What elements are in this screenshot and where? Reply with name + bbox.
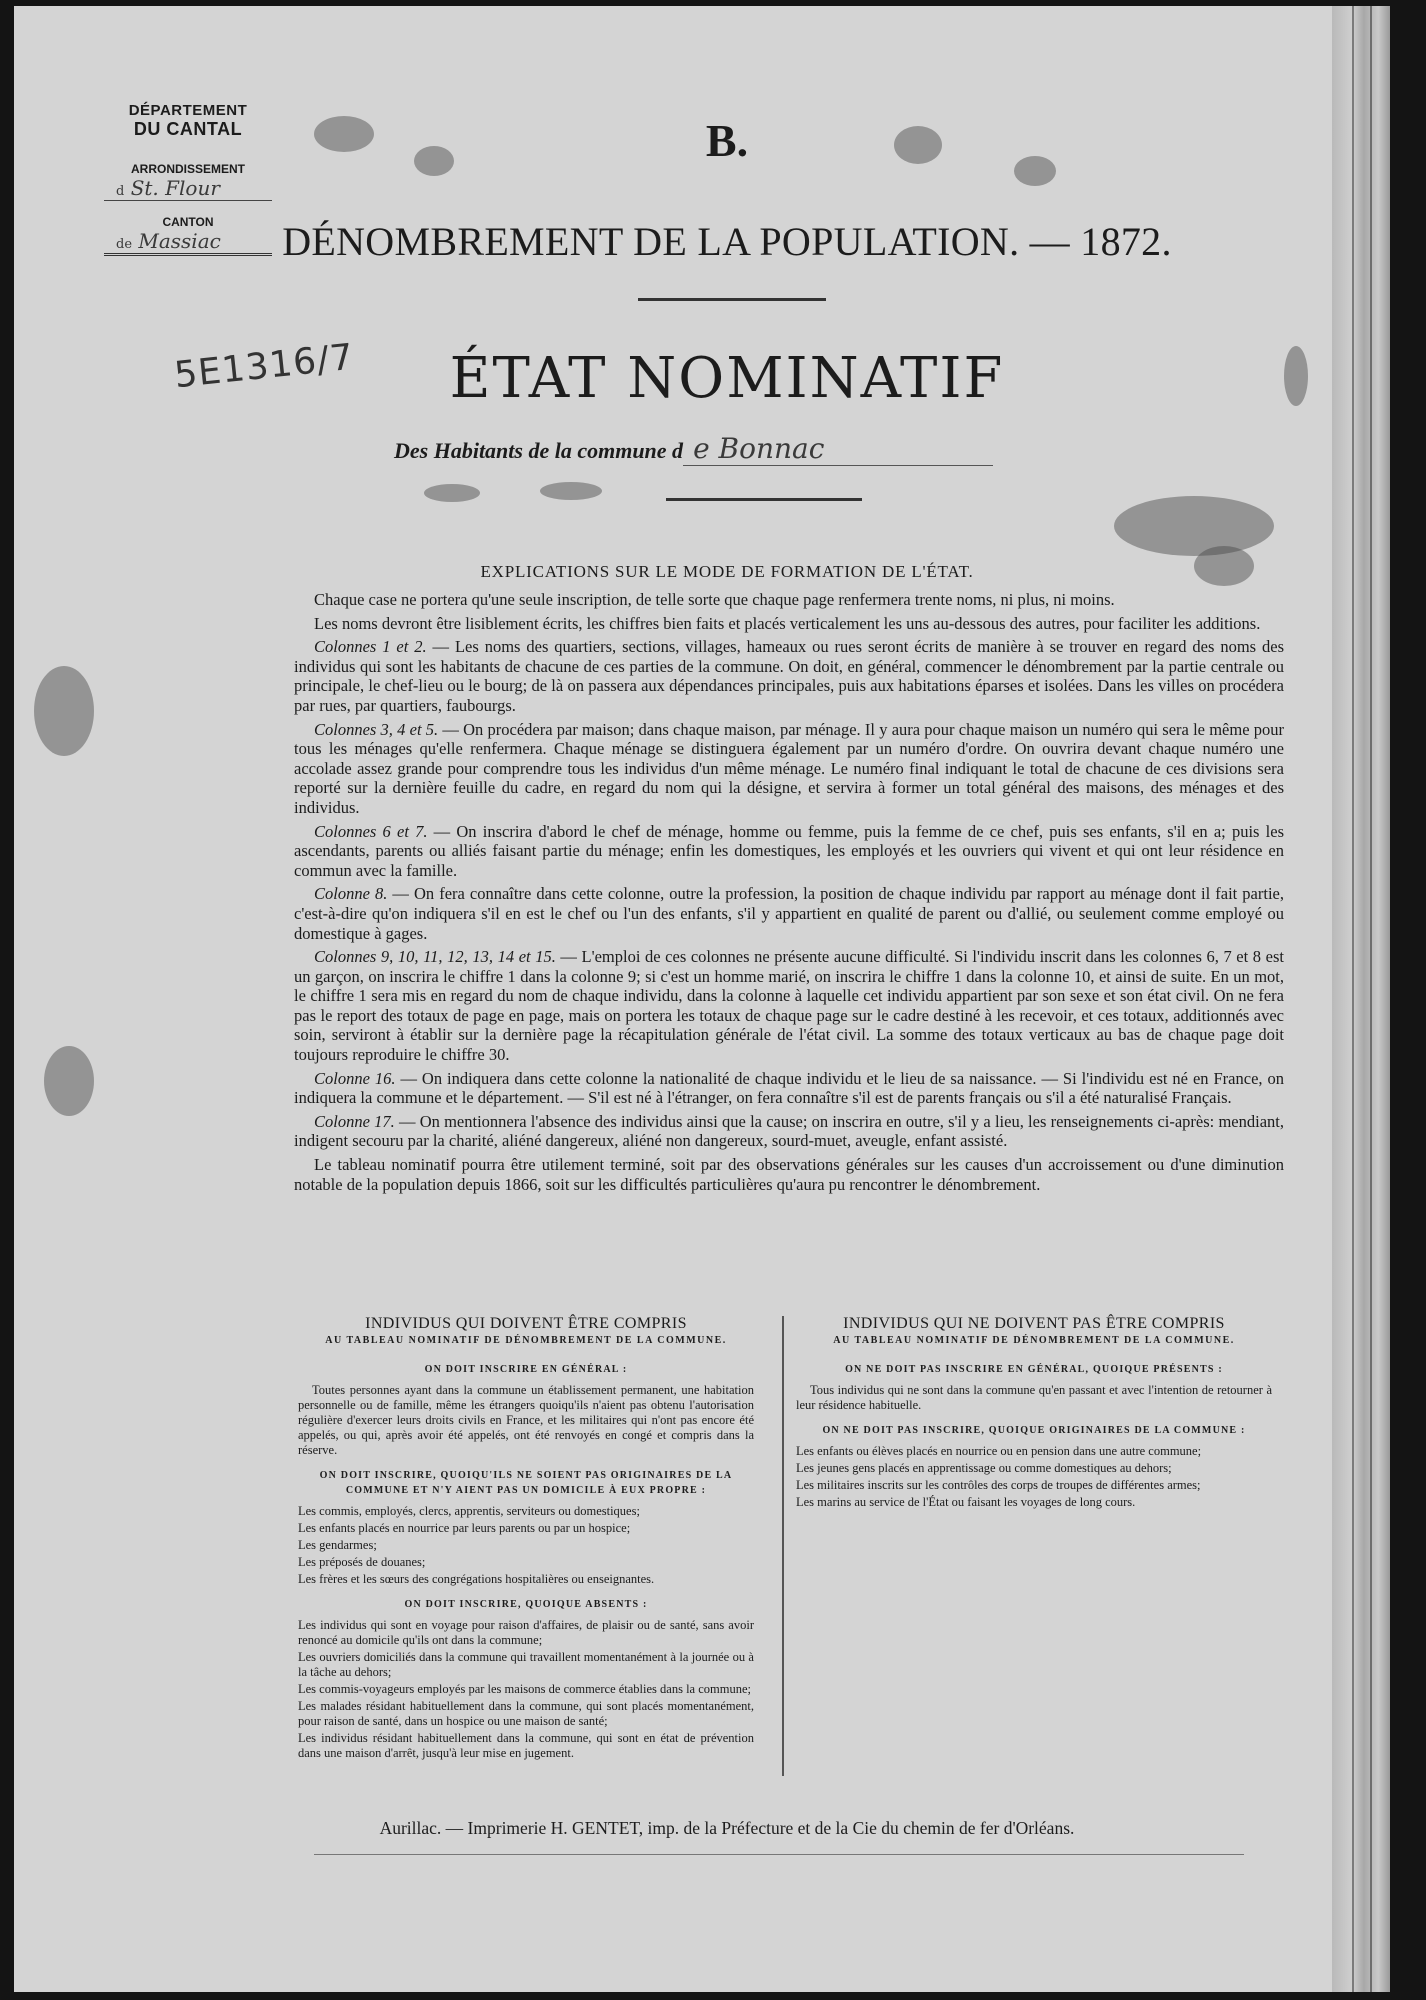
list-item: Les individus qui sont en voyage pour raison d'affaires, de plaisir ou de santé, sans avoir renoncé au domicile qu'ils ont dans la commune;: [298, 1618, 754, 1647]
ink-stain: [424, 484, 480, 502]
included-general-text: Toutes personnes ayant dans la commune un établissement permanent, une habitation personnelle ou de famille, même les étrangers quoiqu'ils n'aient pas obtenu l'autorisation régulière d'exercer leurs droits civils en France, et les militaires qui n'ont pas encore été appelés, ou qui, après avoir été appelés, ont été renvoyés en congé et compris dans la réserve.: [298, 1383, 754, 1457]
explanation-paragraph: [294, 1112, 1284, 1151]
ink-stain: [44, 1046, 94, 1116]
page-stack-line: [1352, 6, 1354, 1992]
column-ref: Colonne 8.: [314, 884, 388, 904]
included-absents-heading: ON DOIT INSCRIRE, QUOIQUE ABSENTS :: [404, 1599, 648, 1610]
list-item: Les enfants placés en nourrice par leurs parents ou par un hospice;: [298, 1521, 631, 1535]
explanation-paragraph: Chaque case ne portera qu'une seule inscription, de telle sorte que chaque page renfermera trente noms, ni plus, ni moins.: [314, 590, 1115, 609]
departement-value: DU CANTAL: [133, 119, 243, 139]
explanation-text: — On mentionnera l'absence des individus ainsi que la cause; on inscrira en outre, s'il y a lieu, les renseignements ci-après: mendiant, indigent secouru par la charité, aliéné dangereux, aliéné non dangereux, sourd-muet, aveugle, enfant assisté.: [294, 1111, 1284, 1151]
list-item: Les malades résidant habituellement dans la commune, qui sont placés momentanément, pour raison de santé, dans un hospice ou une maison de santé;: [298, 1699, 754, 1728]
list-item: Les commis, employés, clercs, apprentis, serviteurs ou domestiques;: [298, 1504, 640, 1518]
title-divider: [638, 298, 826, 301]
list-item: Les marins au service de l'État ou faisant les voyages de long cours.: [796, 1495, 1136, 1509]
explanation-text: — On fera connaître dans cette colonne, outre la profession, la position de chaque individu par rapport au ménage dont il fait partie, c'est-à-dire qu'on indiquera s'il en est le chef ou l'un des enfants, s'il y appartient en qualité de parent ou d'allié, ou seulement comme employé ou domestique à gages.: [294, 884, 1284, 943]
excluded-general-heading: ON NE DOIT PAS INSCRIRE EN GÉNÉRAL, QUOIQUE PRÉSENTS :: [845, 1364, 1223, 1375]
excluded-title: INDIVIDUS QUI NE DOIVENT PAS ÊTRE COMPRIS: [843, 1315, 1225, 1332]
excluded-subtitle: AU TABLEAU NOMINATIF DE DÉNOMBREMENT DE LA COMMUNE.: [833, 1335, 1235, 1346]
explanations-title: EXPLICATIONS SUR LE MODE DE FORMATION DE L'ÉTAT.: [480, 562, 974, 581]
commune-value: e Bonnac: [683, 432, 993, 466]
commune-label: Des Habitants de la commune d: [394, 438, 684, 463]
list-item: Les préposés de douanes;: [298, 1555, 426, 1569]
canton-label: CANTON: [162, 215, 214, 229]
ink-stain: [540, 482, 602, 500]
canton-value: Massiac: [138, 229, 221, 253]
arrondissement-prefix: d: [116, 184, 125, 199]
ink-stain: [34, 666, 94, 756]
column-ref: Colonne 17.: [314, 1111, 395, 1131]
column-ref: Colonnes 6 et 7.: [314, 821, 428, 841]
commune-divider: [666, 498, 862, 501]
explanation-text: — Les noms des quartiers, sections, villages, hameaux ou rues seront écrits de manière à se trouver en regard des noms des individus qui sont les habitants de chacune de ces parties de la commune. On doit, en général, commencer le dénombrement par la partie centrale ou principale, le chef-lieu ou le bourg; de là on passera aux dépendances principales, puis aux habitations éparses et isolées. Dans les villes on procédera par rues, par quartiers, faubourgs.: [294, 637, 1284, 715]
explanation-paragraph: [294, 1069, 1284, 1108]
departement-label: DÉPARTEMENT: [128, 102, 248, 119]
excluded-individuals-box: [796, 1316, 1272, 1512]
explanation-text: — On indiquera dans cette colonne la nationalité de chaque individu et le lieu de sa naissance. — Si l'individu est né en France, on indiquera la commune et le département. — S'il est né à l'étranger, on fera connaître s'il est de parents français ou s'il a été naturalisé Français.: [294, 1068, 1284, 1108]
page-stack-line: [1370, 6, 1372, 1992]
list-item: Les enfants ou élèves placés en nourrice ou en pension dans une autre commune;: [796, 1444, 1202, 1458]
column-ref: Colonne 16.: [314, 1068, 396, 1088]
arrondissement-label: ARRONDISSEMENT: [130, 162, 245, 176]
explanation-paragraph: [294, 822, 1284, 881]
explanation-paragraph: Le tableau nominatif pourra être utilement terminé, soit par des observations générales sur les causes d'un accroissement ou d'une diminution notable de la population depuis 1866, soit sur les difficultés particulières qu'aura pu rencontrer le dénombrement.: [294, 1155, 1284, 1194]
list-item: Les militaires inscrits sur les contrôles des corps de troupes de différentes armes;: [796, 1478, 1201, 1492]
archive-reference: 5E1316/7: [172, 336, 356, 397]
excluded-originaires-heading: ON NE DOIT PAS INSCRIRE, QUOIQUE ORIGINAIRES DE LA COMMUNE :: [822, 1425, 1246, 1436]
included-non-originaires-heading: ON DOIT INSCRIRE, QUOIQU'ILS NE SOIENT PAS ORIGINAIRES DE LA COMMUNE ET N'Y AIENT PAS UN DOMICILE À EUX PROPRE :: [319, 1470, 733, 1496]
explanation-text: — On inscrira d'abord le chef de ménage, homme ou femme, puis la femme de ce chef, puis ses enfants, s'il en a; puis les ascendants, parents ou alliés faisant partie du ménage; enfin les domestiques, les employés et les ouvriers qui vivent et qui ont leur résidence en commun avec la famille.: [294, 821, 1284, 880]
column-ref: Colonnes 9, 10, 11, 12, 13, 14 et 15.: [314, 947, 556, 967]
canton-prefix: de: [116, 237, 133, 252]
list-item: Les commis-voyageurs employés par les maisons de commerce établies dans la commune;: [298, 1682, 751, 1696]
excluded-general-text: Tous individus qui ne sont dans la commune qu'en passant et avec l'intention de retourner à leur résidence habituelle.: [796, 1383, 1272, 1412]
printer-imprint: Aurillac. — Imprimerie H. GENTET, imp. de la Préfecture et de la Cie du chemin de fer d'Orléans.: [379, 1818, 1075, 1838]
footer-rule: [314, 1854, 1244, 1855]
ink-stain: [1114, 496, 1274, 556]
explanation-text: — L'emploi de ces colonnes ne présente aucune difficulté. Si l'individu inscrit dans les colonnes 6, 7 et 8 est un garçon, on inscrira le chiffre 1 dans la colonne 9; si c'est un homme marié, on inscrira le chiffre 1 dans la colonne 10, et ainsi de suite. En un mot, le chiffre 1 sera mis en regard du nom de chaque individu, dans la colonne à laquelle cet individu appartient par son sexe et son état civil. On ne fera pas le report des totaux de page en page, mais on portera les totaux de chaque page sur le cadre destiné à les recevoir, et ces totaux, additionnés avec soin, serviront à établir sur la dernière page la récapitulation générale de l'état civil. La somme des totaux verticaux au bas de chaque page doit toujours reproduire le chiffre 30.: [294, 947, 1284, 1065]
list-item: Les ouvriers domiciliés dans la commune qui travaillent momentanément à la journée ou à la tâche au dehors;: [298, 1650, 754, 1679]
arrondissement-field: [104, 176, 272, 201]
column-ref: Colonnes 1 et 2.: [314, 637, 427, 657]
included-title: INDIVIDUS QUI DOIVENT ÊTRE COMPRIS: [365, 1315, 687, 1332]
column-divider: [782, 1316, 784, 1776]
list-item: Les frères et les sœurs des congrégations hospitalières ou enseignantes.: [298, 1572, 655, 1586]
column-ref: Colonnes 3, 4 et 5.: [314, 719, 439, 739]
list-item: Les individus résidant habituellement dans la commune, qui sont en état de prévention dans une maison d'arrêt, jusqu'à leur mise en jugement.: [298, 1731, 754, 1760]
explanation-text: — On procédera par maison; dans chaque maison, par ménage. Il y aura pour chaque maison un numéro qui sera le même pour tous les ménages qu'elle renfermera. Chaque ménage se distinguera également par un numéro d'ordre. On ouvrira devant chaque numéro une accolade assez grande pour comprendre tous les individus d'un même ménage. Le numéro final indiquant le total de chacune de ces divisions sera reporté sur la dernière feuille du cadre, en regard du nom qui la désigne, et servira à former un total général des maisons, des ménages et des individus.: [294, 719, 1284, 817]
document-title: DÉNOMBREMENT DE LA POPULATION. — 1872.: [282, 219, 1172, 264]
included-subtitle: AU TABLEAU NOMINATIF DE DÉNOMBREMENT DE LA COMMUNE.: [325, 1335, 727, 1346]
explanation-paragraph: [294, 637, 1284, 715]
explanations-body: [294, 590, 1284, 1198]
arrondissement-value: St. Flour: [130, 176, 220, 200]
explanation-paragraph: Les noms devront être lisiblement écrits, les chiffres bien faits et placés verticalement les uns au-dessous des autres, pour faciliter les additions.: [314, 613, 1261, 633]
page-stack-edge: [1332, 6, 1390, 1992]
explanation-paragraph: [294, 720, 1284, 818]
commune-line: [394, 432, 993, 466]
explanation-paragraph: [294, 884, 1284, 943]
state-title: ÉTAT NOMINATIF: [449, 346, 1005, 411]
explanation-paragraph: [294, 947, 1284, 1065]
included-general-heading: ON DOIT INSCRIRE EN GÉNÉRAL :: [424, 1364, 628, 1375]
list-item: Les jeunes gens placés en apprentissage ou comme domestiques au dehors;: [796, 1461, 1172, 1475]
included-individuals-box: [298, 1316, 754, 1763]
document-page: [14, 6, 1390, 1992]
series-letter: B.: [705, 115, 749, 166]
list-item: Les gendarmes;: [298, 1538, 377, 1552]
